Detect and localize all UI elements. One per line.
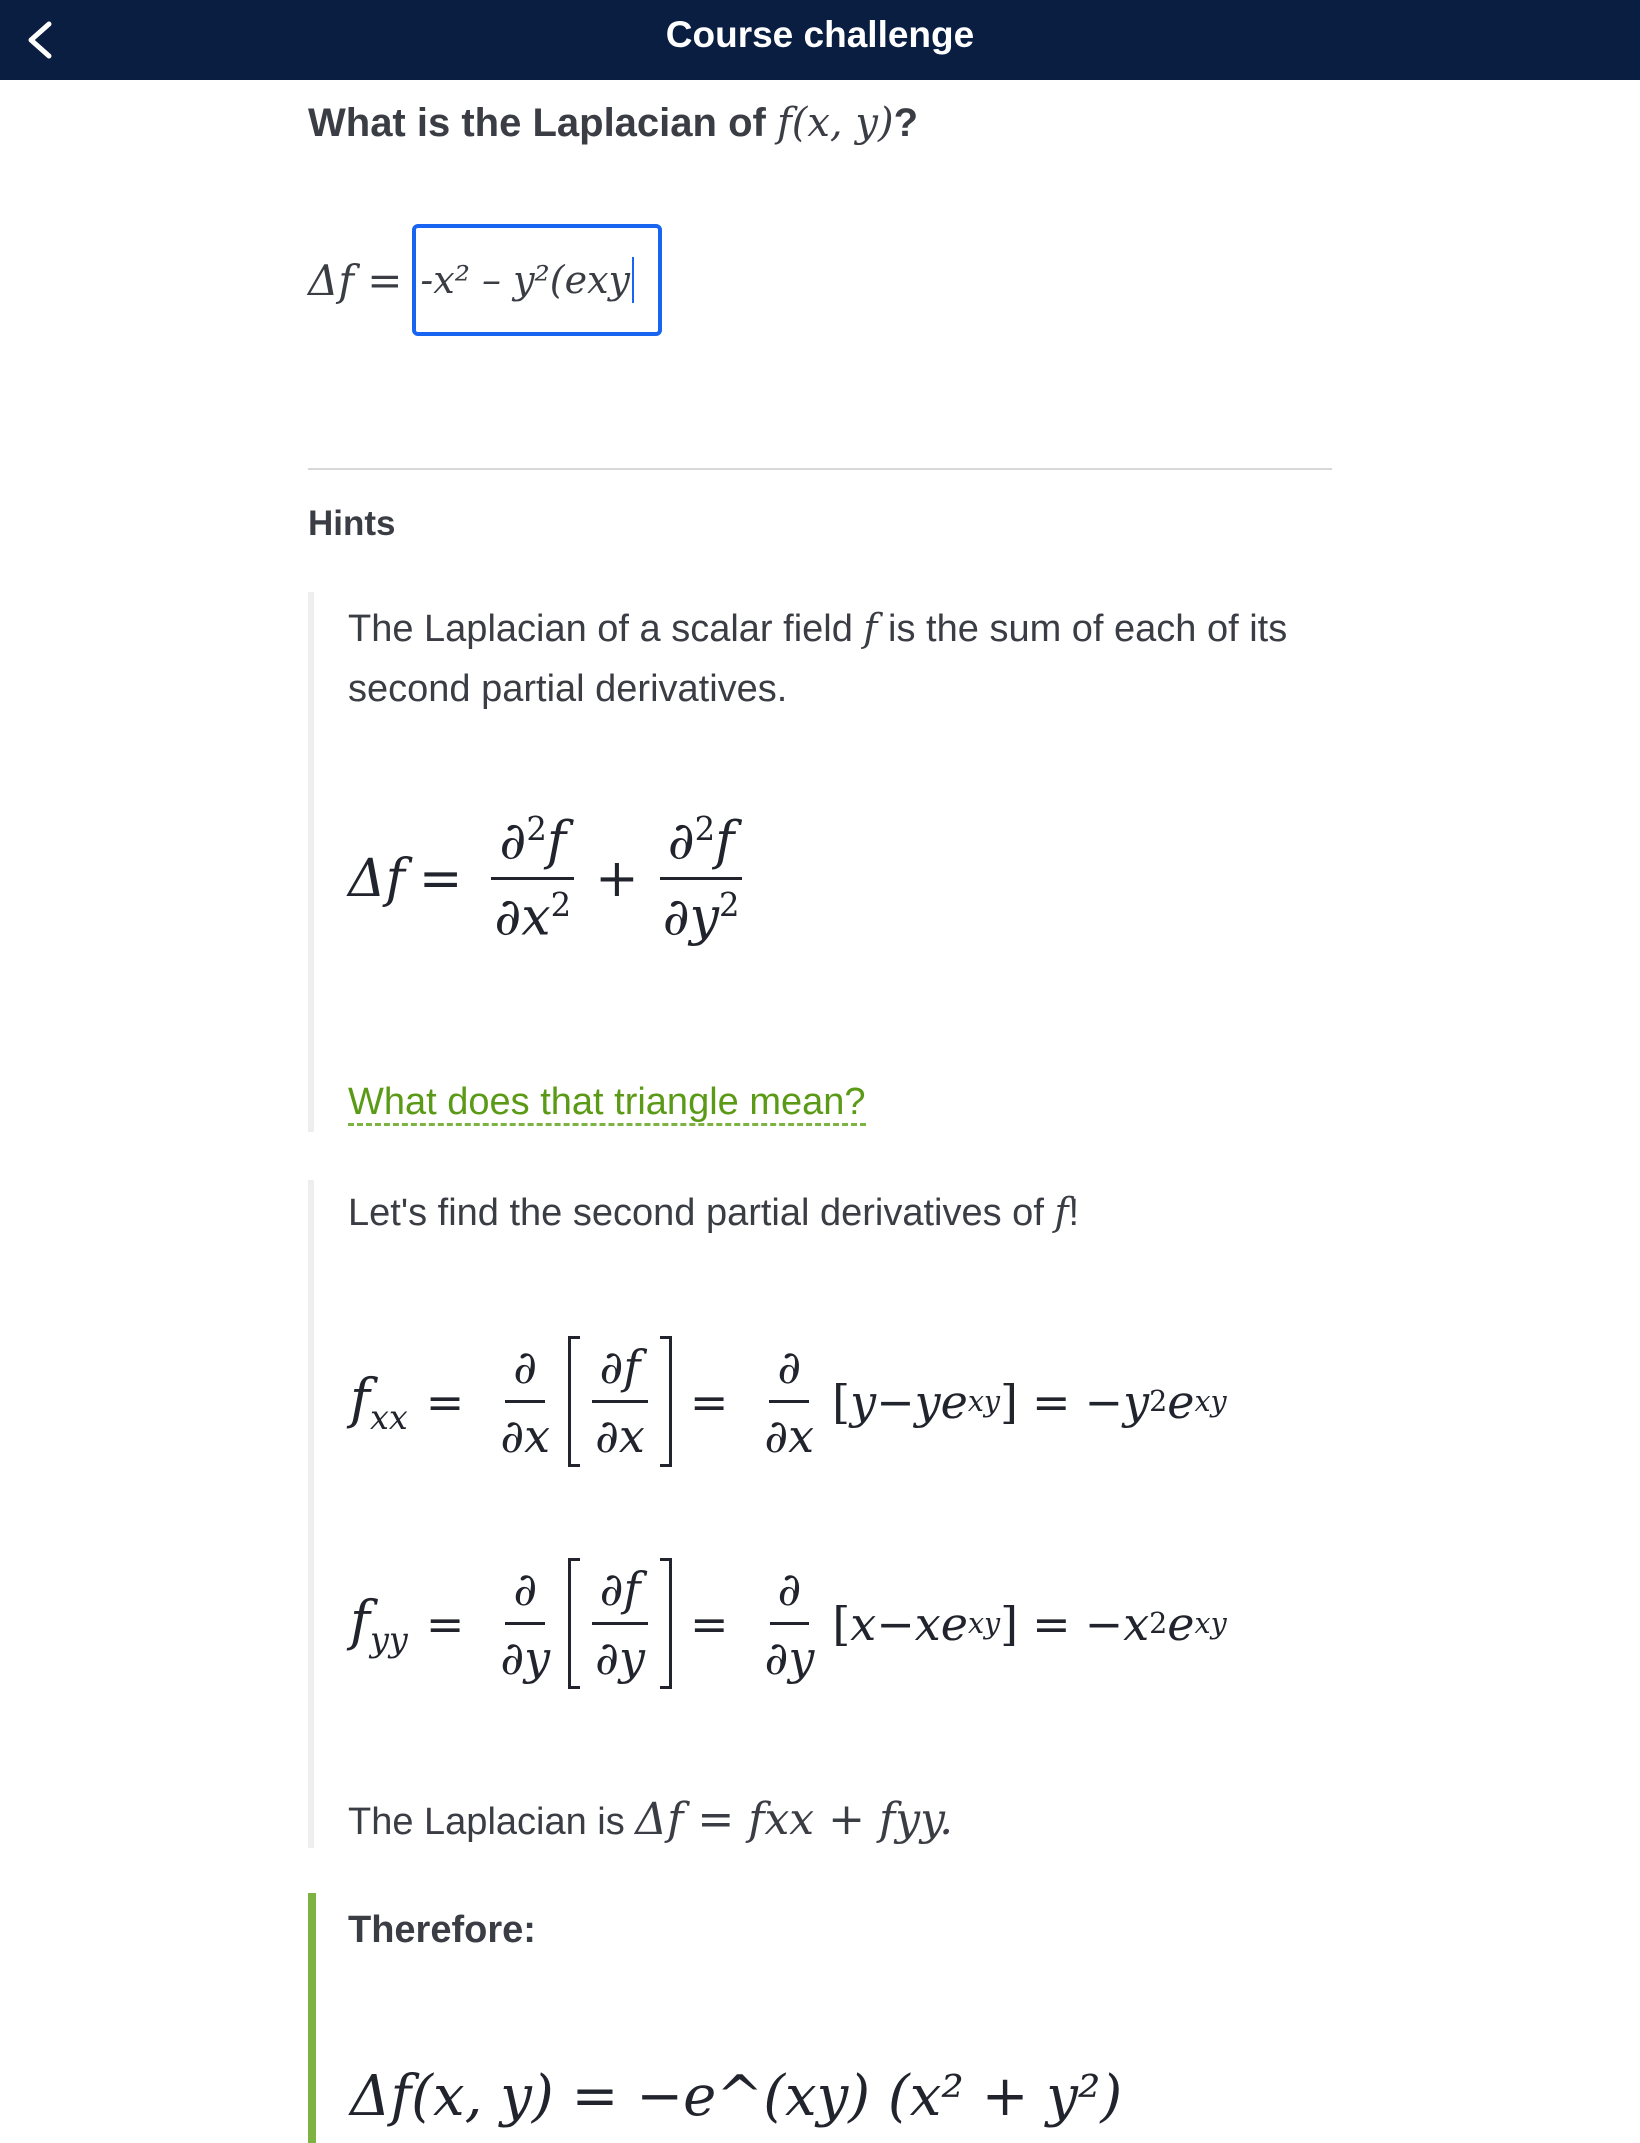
hint-2-conclusion-formula: Δf = fxx + fyy.	[635, 1794, 954, 1845]
top-bar	[0, 0, 1640, 80]
hint-1-text-a: The Laplacian of a scalar field	[348, 608, 864, 650]
hint-1-link-wrap	[348, 1072, 866, 1132]
hint-2-text	[348, 1182, 1328, 1243]
question-suffix: ?	[893, 101, 918, 145]
hints-heading: Hints	[308, 504, 396, 543]
question-function: f(x, y)	[776, 100, 894, 146]
hint-1-formula: Δf = $\frac{\partial^2f}{\partial x^2}$ + $\frac{\partial^2f}{\partial y^2}$	[348, 810, 758, 948]
question-prefix: What is the Laplacian of	[308, 101, 777, 145]
hint-1-symbol-f: f	[863, 606, 878, 650]
question-text	[308, 100, 918, 146]
divider	[308, 468, 1332, 470]
hint-2-conclusion	[348, 1790, 953, 1852]
hint-2-text-b: !	[1068, 1192, 1080, 1234]
fxx-formula: $f_{xx}$ = $\frac{\partial}{\partial x}$ $\frac{\partial f}{\partial x}$ = $\frac{\partial}{\partial x}$ [ y − ye xy ] = − y 2 e xy	[350, 1336, 1227, 1467]
hint-2-symbol-f: f	[1054, 1190, 1069, 1234]
answer-lhs: Δf =	[308, 255, 403, 305]
answer-input[interactable]	[412, 224, 662, 336]
therefore-label: Therefore:	[348, 1909, 536, 1951]
hint-2-conclusion-text: The Laplacian is	[348, 1801, 636, 1843]
hint-2-text-a: Let's find the second partial derivatives of	[348, 1192, 1055, 1234]
final-formula: Δf(x, y) = −e^(xy) (x² + y²)	[350, 2064, 1123, 2129]
triangle-meaning-link[interactable]: What does that triangle mean?	[348, 1081, 866, 1126]
page-title: Course challenge	[665, 14, 975, 55]
fyy-formula: $f_{yy}$ = $\frac{\partial}{\partial y}$ $\frac{\partial f}{\partial y}$ = $\frac{\partial}{\partial y}$ [ x − xe xy ] = − x 2 e xy	[350, 1558, 1227, 1689]
hint-1-text-b: is the sum of each of its second partial derivatives.	[348, 608, 1288, 710]
hint-1-bar	[308, 592, 314, 1132]
text-caret	[632, 257, 634, 303]
answer-row	[308, 222, 662, 338]
hint-2-bar	[308, 1180, 314, 1848]
final-hint-bar	[308, 1893, 316, 2143]
hint-1-text	[348, 598, 1328, 719]
answer-input-value: -x² – y²(exy	[420, 258, 630, 302]
